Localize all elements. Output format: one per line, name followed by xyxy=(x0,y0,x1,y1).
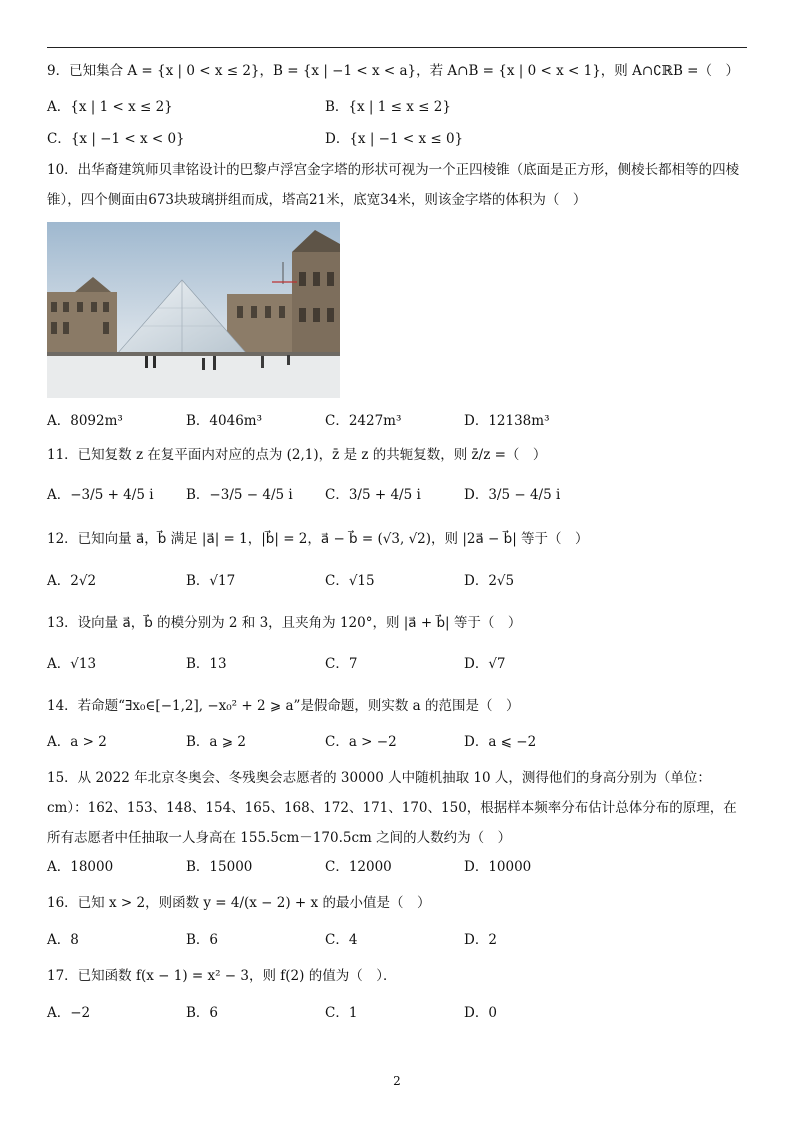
q11-option-c: C．3/5 + 4/5 i xyxy=(325,487,421,503)
q12-option-d: D．2√5 xyxy=(464,573,515,589)
q17-option-b: B．6 xyxy=(186,1005,219,1021)
q11-option-d: D．3/5 − 4/5 i xyxy=(464,487,561,503)
question-11-stem: 11．已知复数 z 在复平面内对应的点为 (2,1)，z̄ 是 z 的共轭复数，则 z̄/z =（ ） xyxy=(47,447,547,463)
q9-option-b: B．{x | 1 ≤ x ≤ 2} xyxy=(325,99,451,115)
q9-option-c: C．{x | −1 < x < 0} xyxy=(47,131,185,147)
q10-option-a: A．8092m³ xyxy=(47,413,123,429)
page-number: 2 xyxy=(393,1074,401,1088)
q15-option-c: C．12000 xyxy=(325,859,392,875)
q16-option-b: B．6 xyxy=(186,932,219,948)
q11-option-a: A．−3/5 + 4/5 i xyxy=(47,487,154,503)
q17-option-a: A．−2 xyxy=(47,1005,91,1021)
q10-option-d: D．12138m³ xyxy=(464,413,550,429)
question-9-stem: 9．已知集合 A = {x | 0 < x ≤ 2}，B = {x | −1 < x < a}，若 A∩B = {x | 0 < x < 1}，则 A∩∁ℝB =（ ） xyxy=(47,63,739,79)
q16-option-d: D．2 xyxy=(464,932,497,948)
q9-option-d: D．{x | −1 < x ≤ 0} xyxy=(325,131,464,147)
louvre-pyramid-photo xyxy=(47,222,340,398)
q17-option-d: D．0 xyxy=(464,1005,497,1021)
q16-option-c: C．4 xyxy=(325,932,358,948)
q10-option-b: B．4046m³ xyxy=(186,413,262,429)
q15-option-a: A．18000 xyxy=(47,859,114,875)
question-10-stem: 10．出华裔建筑师贝聿铭设计的巴黎卢浮宫金字塔的形状可视为一个正四棱锥（底面是正方形，侧棱长都相等的四棱锥），四个侧面由673块玻璃拼组而成，塔高21米，底宽34米，则该金字塔的体积为（ ） xyxy=(47,162,740,208)
header-rule xyxy=(47,47,747,48)
q12-option-a: A．2√2 xyxy=(47,573,97,589)
question-13-stem: 13．设向量 a⃗，b⃗ 的模分别为 2 和 3，且夹角为 120°，则 |a⃗ + b⃗| 等于（ ） xyxy=(47,615,522,631)
q14-option-c: C．a > −2 xyxy=(325,734,397,750)
q9-option-a: A．{x | 1 < x ≤ 2} xyxy=(47,99,173,115)
q14-option-b: B．a ⩾ 2 xyxy=(186,734,246,750)
q15-option-d: D．10000 xyxy=(464,859,532,875)
question-14-stem: 14．若命题“∃x₀∈[−1,2], −x₀² + 2 ⩾ a”是假命题，则实数 a 的范围是（ ） xyxy=(47,698,520,714)
q14-option-a: A．a > 2 xyxy=(47,734,107,750)
q15-option-b: B．15000 xyxy=(186,859,253,875)
question-16-stem: 16．已知 x > 2，则函数 y = 4/(x − 2) + x 的最小值是（ ） xyxy=(47,895,431,911)
q17-option-c: C．1 xyxy=(325,1005,358,1021)
q16-option-a: A．8 xyxy=(47,932,79,948)
q12-option-b: B．√17 xyxy=(186,573,236,589)
q13-option-b: B．13 xyxy=(186,656,227,672)
q14-option-d: D．a ⩽ −2 xyxy=(464,734,537,750)
q13-option-c: C．7 xyxy=(325,656,358,672)
q13-option-a: A．√13 xyxy=(47,656,97,672)
question-12-stem: 12．已知向量 a⃗，b⃗ 满足 |a⃗| = 1，|b⃗| = 2，a⃗ − b⃗ = (√3, √2)，则 |2a⃗ − b⃗| 等于（ ） xyxy=(47,531,589,547)
q13-option-d: D．√7 xyxy=(464,656,506,672)
question-17-stem: 17．已知函数 f(x − 1) = x² − 3，则 f(2) 的值为（ ）． xyxy=(47,968,397,984)
q10-option-c: C．2427m³ xyxy=(325,413,402,429)
question-15-stem: 15．从 2022 年北京冬奥会、冬残奥会志愿者的 30000 人中随机抽取 10 人，测得他们的身高分别为（单位：cm）：162、153、148、154、165、168、172、171、170、150，根据样本频率分布估计总体分布的原理，在所有志愿者中任抽取一人身高在 155.5cm－170.5cm 之间的人数约为（ ） xyxy=(47,770,737,846)
q12-option-c: C．√15 xyxy=(325,573,375,589)
q11-option-b: B．−3/5 − 4/5 i xyxy=(186,487,293,503)
